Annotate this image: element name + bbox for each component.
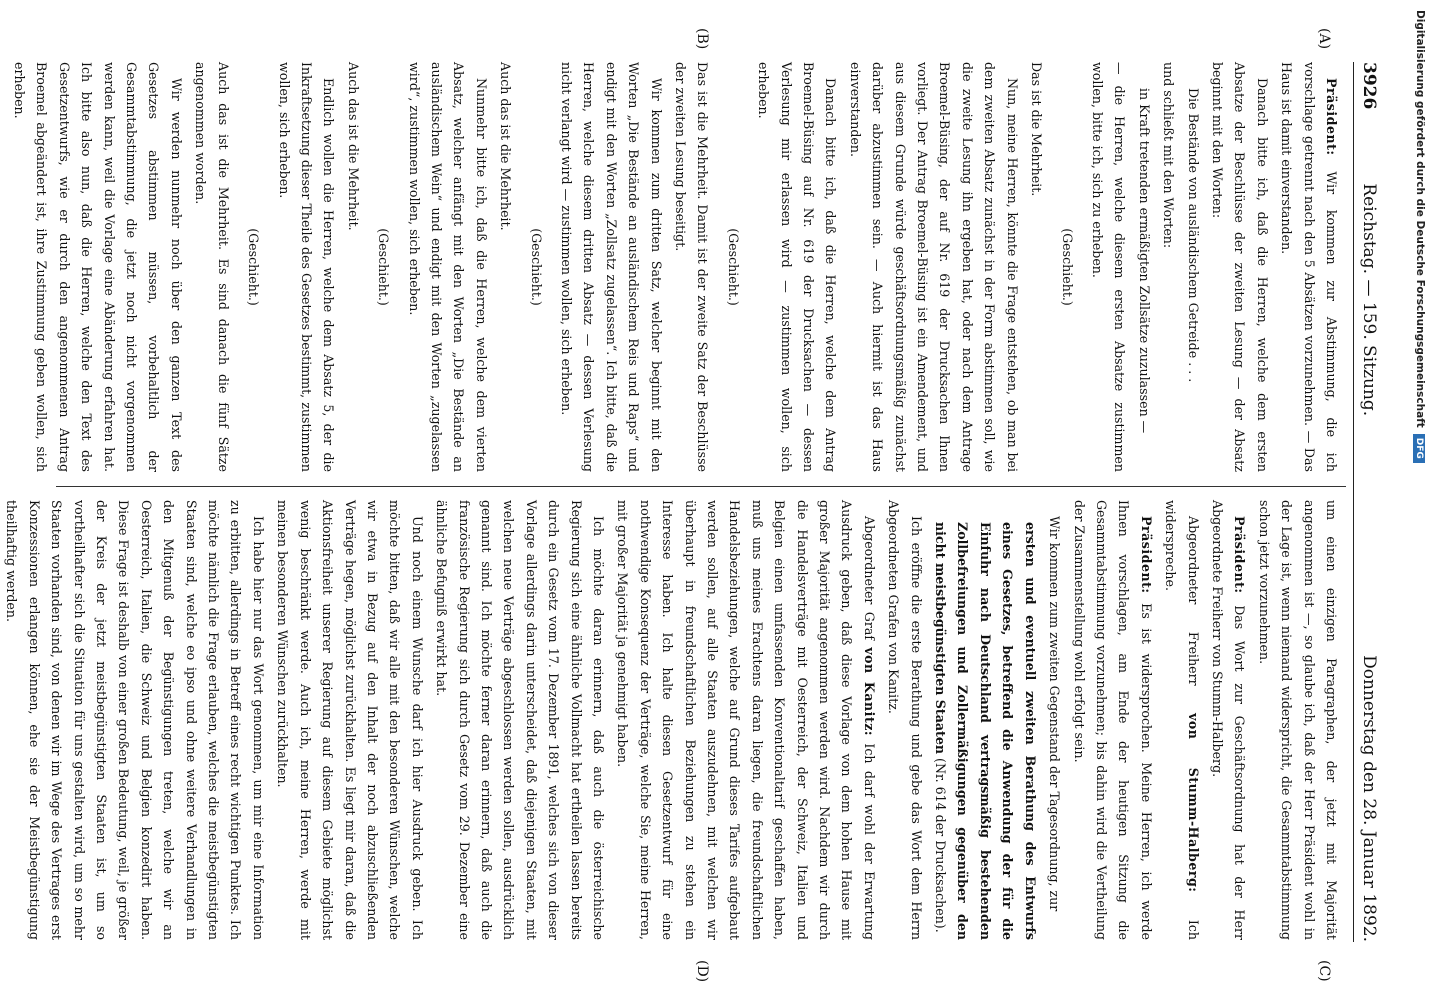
paragraph: Und noch einem Wunsche darf ich hier Ausdruck geben. Ich möchte bitten, daß wir alle mit den besonderen Wünschen, welche wir etwa in Bezug auf den Inhalt der noch abzuschließenden Verträge hegen, möglichst zurückhalten. Es liegt mir daran, daß die Aktionsfreiheit unserer Regierung auf diesem Gebiete möglichst wenig beschränkt werde. Auch ich, meine Herren, werde mit meinen besonderen Wünschen zurückhalten. xyxy=(275,500,425,940)
quoted-text: in Kraft tretenden ermäßigten Zollsätze zuzulassen — xyxy=(1136,88,1152,434)
stage-direction: (Geschieht.) xyxy=(246,228,262,306)
margin-marker-c: (C) xyxy=(1316,960,1332,982)
paragraph: Wir kommen zum zweiten Gegenstand der Tagesordnung, zur xyxy=(1047,516,1063,912)
margin-marker-d: (D) xyxy=(694,960,710,983)
paragraph: und schließt mit den Worten: xyxy=(1161,62,1177,249)
left-column xyxy=(0,62,1342,472)
quoted-text: Die Bestände von ausländischem Getreide . . . xyxy=(1185,88,1201,383)
paragraph: Auch das ist die Mehrheit. Es sind danach die fünf Sätze angenommen worden. xyxy=(193,62,231,472)
paragraph xyxy=(611,500,880,940)
paragraph: Endlich wollen die Herren, welche dem Absatz 5, der die Inkraftsetzung dieser Theile des Gesetzes bestimmt, zustimmen wollen, sich erheben. xyxy=(276,62,337,472)
paragraph: Auch das ist die Mehrheit. xyxy=(345,62,361,231)
page-number: 3926 xyxy=(1359,62,1379,110)
paragraph: Wir werden nunmehr noch über den ganzen Text des Gesetzes abstimmen müssen, vorbehaltlich der Gesammtabstimmung, die jetzt noch nicht vorgenommen werden kann, weil die Vorlage eine Abänderung erfahren hat. Ich bitte also nun, daß die Herren, welche den Text des Gesetzentwurfs, wie er durch den angenommenen Antrag Broemel abgeändert ist, ihre Zustimmung geben wollen, sich erheben. xyxy=(12,62,184,472)
paragraph: — die Herren, welche diesem ersten Absatze zustimmen wollen, bitte ich, sich zu erheben. xyxy=(1089,62,1128,472)
paragraph-text: Wir kommen zur Abstimmung, die ich vorschlage getrennt nach den 5 Absätzen vorzunehmen. — Das Haus ist damit einverstanden. xyxy=(1279,62,1339,472)
stage-direction: (Geschieht.) xyxy=(1059,228,1075,306)
paragraph: Wir kommen zum dritten Satz, welcher beginnt mit den Worten „Die Bestände an ausländischem Reis und Raps“ und endigt mit den Worten „Zollsatz zugelassen“. Ich bitte, daß die Herren, welche diesem dritten Absatz — dessen Verlesung nicht verlangt wird — zustimmen wollen, sich erheben. xyxy=(559,62,664,472)
paragraph: Das ist die Mehrheit. xyxy=(1029,62,1045,197)
speaker-title: Abgeordneter Freiherr xyxy=(1185,516,1201,714)
paragraph: Nunmehr bitte ich, daß die Herren, welche dem vierten Absatz, welcher anfängt mit den Worten „Die Bestände an ausländischem Wein“ und endigt mit den Worten „zugelassen wird“, zustimmen wollen, sich erheben. xyxy=(406,62,489,472)
paragraph: Auch das ist die Mehrheit. xyxy=(498,62,514,231)
margin-marker-b: (B) xyxy=(694,28,710,50)
speaker-name: von Stumm-Halberg: xyxy=(1185,713,1201,893)
paragraph: Ich habe hier nur das Wort genommen, um mir eine Information zu erbitten, allerdings in Betreff eines recht wichtigen Punktes. Ich möchte nämlich die Frage erlauben, welches die meistbegünstigten Staaten sind, welche eo ipso und ohne weitere Verhandlungen in den Mitgenuß der Begünstigungen treten, welche wir an Oesterreich, Italien, die Schweiz und Belgien konzedirt haben. Diese Frage ist deshalb von einer großen Bedeutung, weil, je größer der Kreis der jetzt meistbegünstigten Staaten ist, um so vortheilhafter sich die Situation für uns gestalten wird, um so mehr Staaten vorhanden sind, von denen wir im Wege des Vertrages erst Konzessionen erlangen können, ehe sie der Meistbegünstigung theilhaftig werden. xyxy=(4,500,266,940)
margin-marker-a: (A) xyxy=(1316,28,1332,50)
agenda-reference: (Nr. 614 der Drucksachen). xyxy=(933,754,949,933)
paragraph: Danach bitte ich, daß die Herren, welche dem Antrag Broemel-Büsing auf Nr. 619 der Drucksachen — dessen Verlesung mir erlassen wird — zustimmen wollen, sich erheben. xyxy=(756,62,839,472)
column-divider xyxy=(56,486,1346,487)
paragraph: um einen einzigen Paragraphen, der jetzt mit Majorität angenommen ist —, so glaube ich, daß der Herr Präsident wohl in der Lage ist, wenn niemand widerspricht, die Gesammtabstimmung schon jetzt vorzunehmen. xyxy=(1256,500,1339,940)
paragraph-text: Ich widerspreche. xyxy=(1163,500,1201,940)
paragraph-text: Es ist widersprochen. Meine Herren, ich werde Ihnen vorschlagen, am Ende der heutigen Sitzung die Gesammtabstimmung vorzunehmen; bis dahin wird die Vertheilung der Zusammenstellung wohl erfolgt sein. xyxy=(1071,500,1154,940)
speaker-name: Präsident: xyxy=(1138,516,1154,594)
paragraph xyxy=(1275,62,1342,472)
stage-direction: (Geschieht.) xyxy=(528,228,544,306)
speaker-name: Präsident: xyxy=(1324,78,1339,156)
paragraph: Ich eröffne die erste Berathung und gebe das Wort dem Herrn Abgeordneten Grafen von Kanitz. xyxy=(886,500,924,940)
paragraph: Das ist die Mehrheit. Damit ist der zweite Satz der Beschlüsse der zweiten Lesung beseitigt. xyxy=(673,62,711,472)
session-title: Reichstag. — 159. Sitzung. xyxy=(1359,183,1379,417)
right-column xyxy=(0,500,1342,940)
paragraph xyxy=(1206,500,1251,940)
paragraph: Ich möchte daran erinnern, daß auch die österreichische Regierung sich eine ähnliche Vollmacht hat ertheilen lassen bereits durch ein Gesetz vom 17. Dezember 1891, welches sich von dieser Vorlage allerdings darin unterscheidet, daß diejenigen Staaten, mit welchen neue Verträge abgeschlossen werden sollen, ausdrücklich genannt sind. Ich möchte ferner daran erinnern, daß auch die französische Regierung sich durch Gesetz vom 29. Dezember eine ähnliche Befugniß erwirkt hat. xyxy=(434,500,606,940)
credit-line xyxy=(1413,10,1426,790)
paragraph: Danach bitte ich, daß die Herren, welche dem ersten Absatze der Beschlüsse der zweiten Lesung — der Absatz beginnt mit den Worten: xyxy=(1209,62,1270,472)
credit-text: Digitalisierung gefördert durch die Deutsche Forschungsgemeinschaft xyxy=(1414,10,1426,428)
agenda-item xyxy=(929,500,1041,940)
paragraph-text: Das Wort zur Geschäftsordnung hat der Herr Abgeordnete Freiherr von Stumm-Halberg. xyxy=(1209,500,1248,940)
session-date: Donnerstag den 28. Januar 1892. xyxy=(1359,655,1379,942)
page-header xyxy=(1353,62,1384,942)
paragraph-text: Ich darf wohl der Erwartung Ausdruck geben, daß diese Vorlage von dem hohen Hause mit großer Majorität angenommen werden wird. Nachdem wir durch die Handelsverträge mit Oesterreich, der Schweiz, Italien und Belgien einen umfassenden Konventionaltarif geschaffen haben, muß uns meines Erachtens daran liegen, die freundschaftlichen Handelsbeziehungen, welche auf Grund dieses Tarifes aufgebaut werden sollen, auf alle Staaten auszudehnen, mit welchen wir überhaupt in freundschaftlichen Beziehungen zu stehen ein Interesse haben. Ich halte diesen Gesetzentwurf für eine nothwendige Konsequenz der Verträge, welche Sie, meine Herren, mit großer Majorität ja genehmigt haben. xyxy=(615,500,877,940)
stage-direction: (Geschieht.) xyxy=(376,228,392,306)
paragraph xyxy=(1067,500,1157,940)
speaker-title: Abgeordneter Graf xyxy=(861,516,877,648)
paragraph xyxy=(1159,500,1204,940)
speaker-name: von Kanitz: xyxy=(861,647,877,737)
agenda-title: ersten und eventuell zweiten Berathung des Entwurfs eines Gesetzes, betreffend die Anwendung der für die Einfuhr nach Deutschland vertragsmäßig bestehenden Zollbefreiungen und Zollermäßigungen gegenüber den nicht meistbegünstigten Staaten xyxy=(933,522,1038,940)
speaker-name: Präsident: xyxy=(1232,516,1248,594)
stage-direction: (Geschieht.) xyxy=(725,228,741,306)
dfg-logo: DFG xyxy=(1413,434,1425,463)
digitization-credit xyxy=(1410,0,1428,1000)
paragraph: Nun, meine Herren, könnte die Frage entstehen, ob man bei dem zweiten Absatz zunächst in der Form abstimmen soll, wie die zweite Lesung ihn ergeben hat, oder nach dem Antrage Broemel-Büsing, der auf Nr. 619 der Drucksachen Ihnen vorliegt. Der Antrag Broemel-Büsing ist ein Amendement, und aus diesem Grunde würde geschäftsordnungsmäßig zunächst darüber abzustimmen sein. — Auch hiermit ist das Haus einverstanden. xyxy=(847,62,1020,472)
